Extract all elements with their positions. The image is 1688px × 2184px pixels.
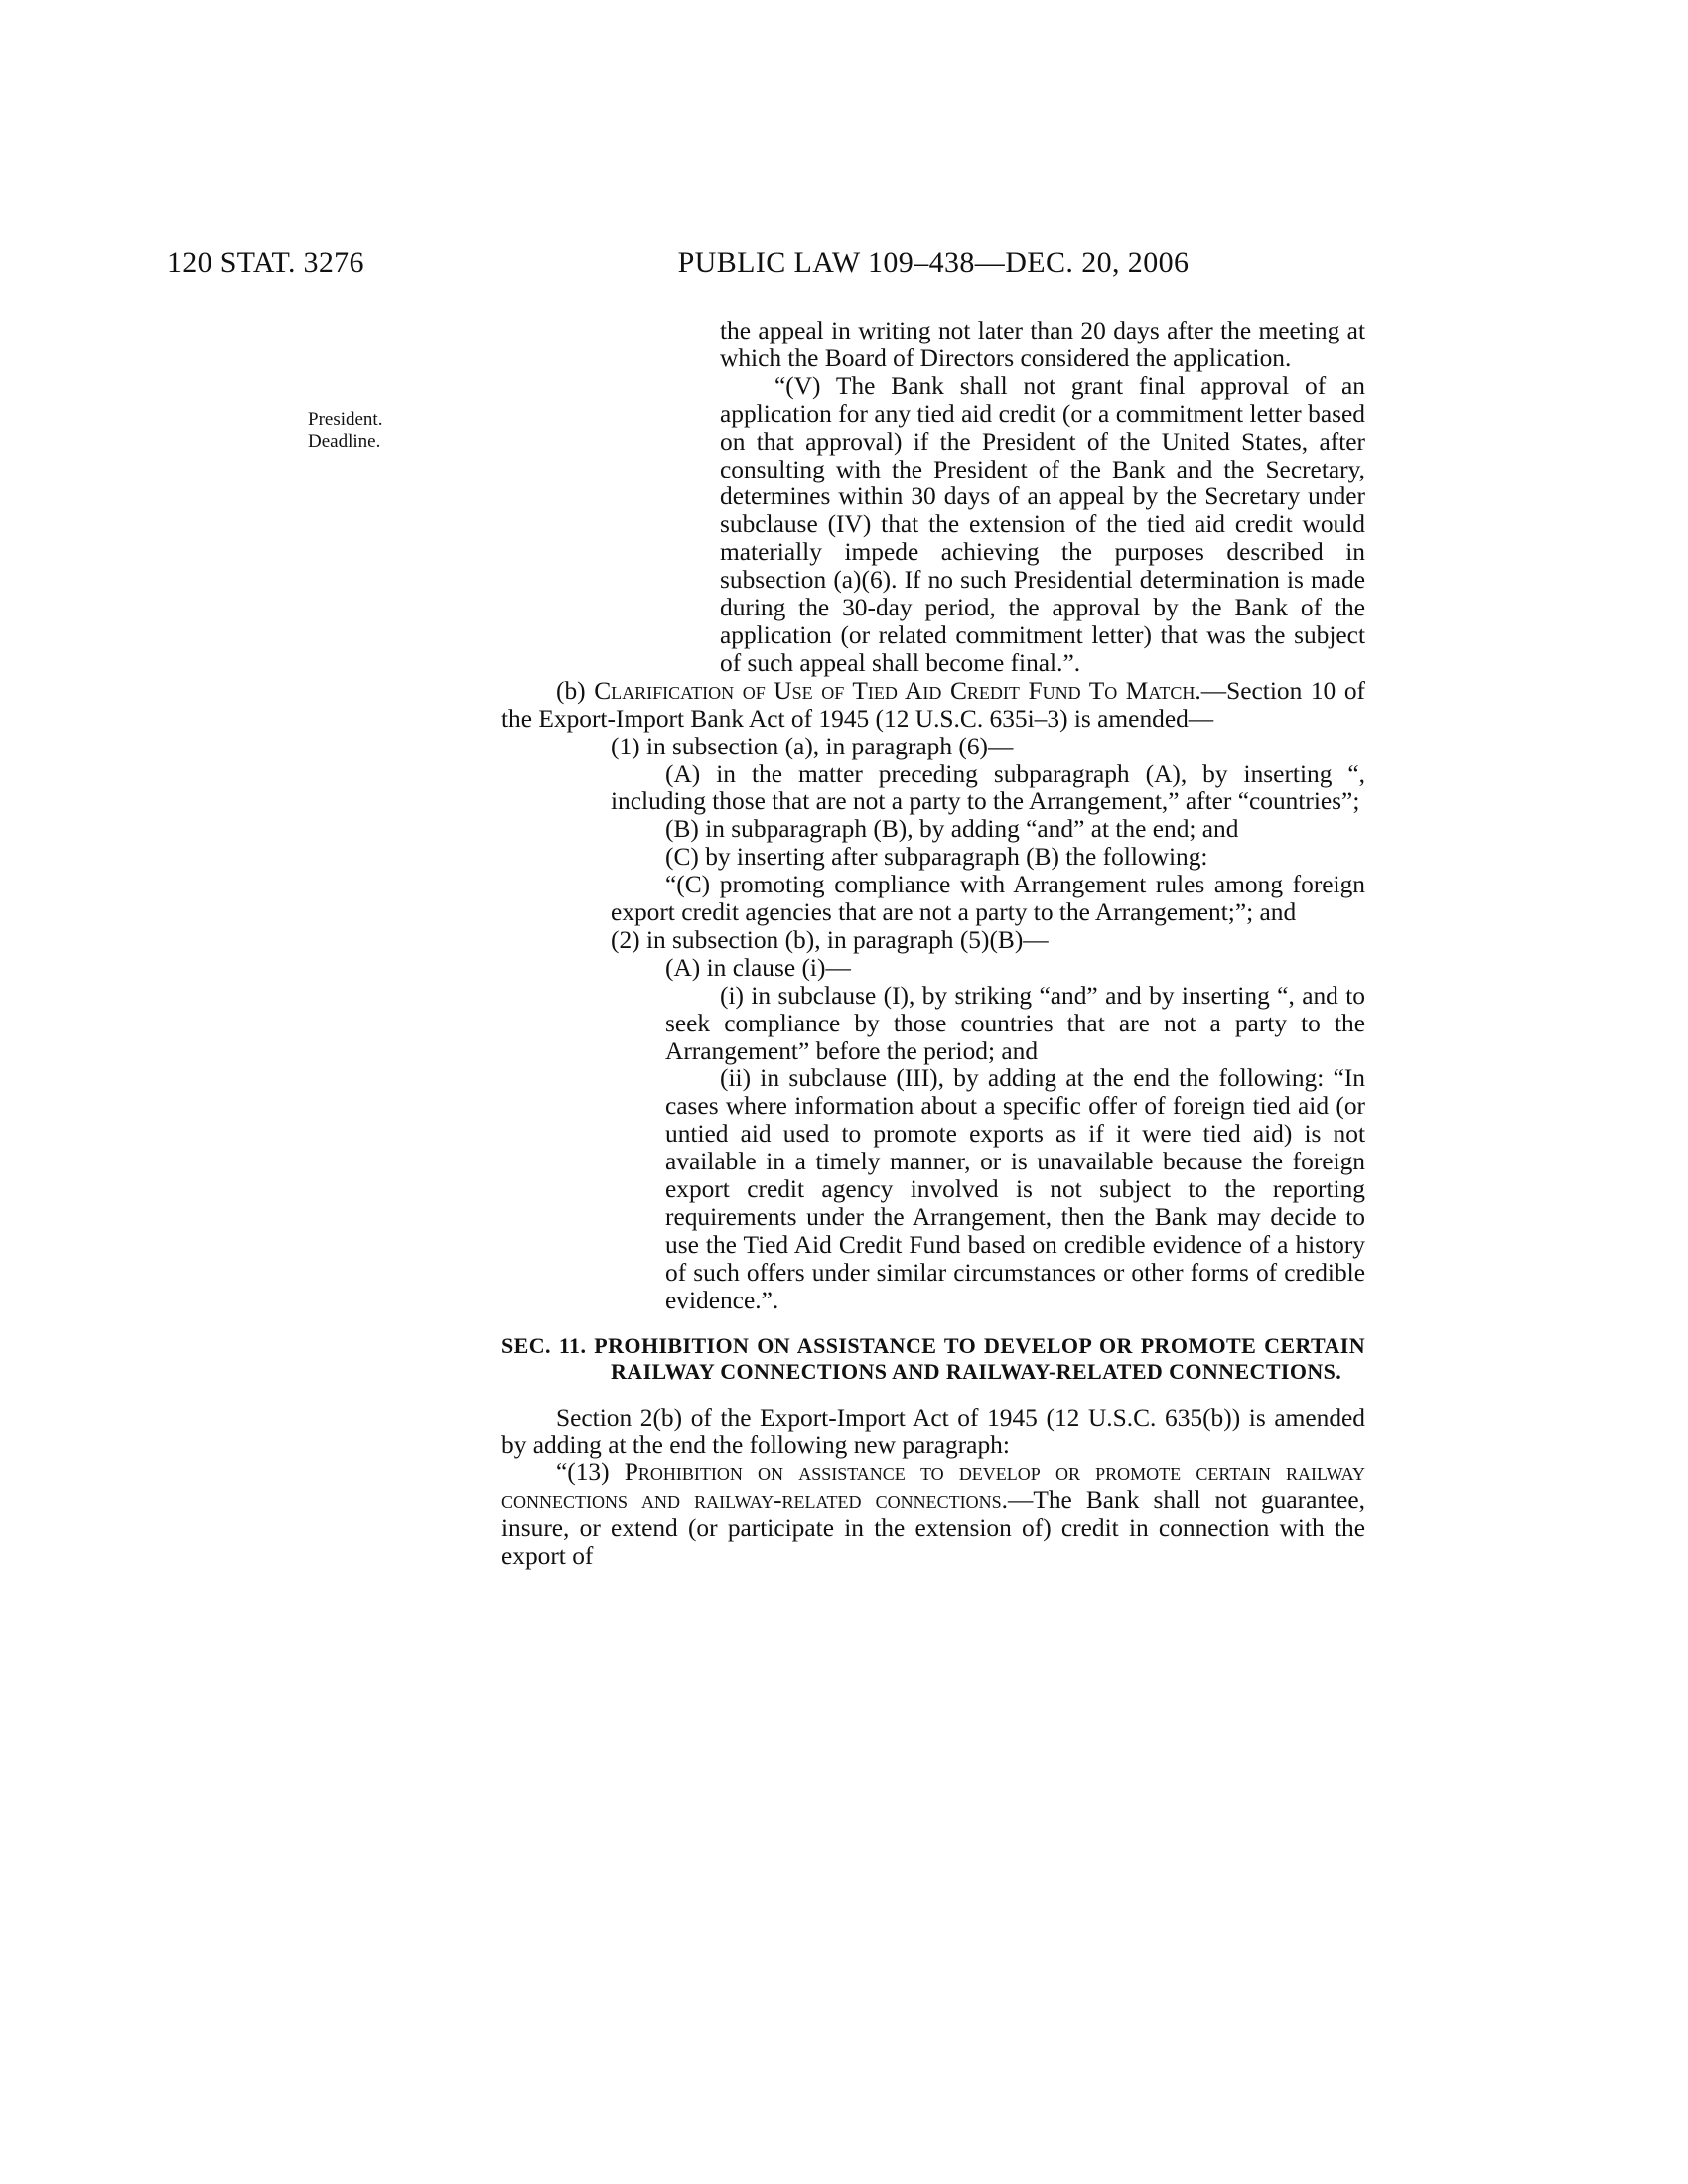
paragraph-continuation: the appeal in writing not later than 20 days after the meeting at which the Board of Directors considered the application. [720, 317, 1365, 372]
paragraph-subclause-v: “(V) The Bank shall not grant final approval of an application for any tied aid credit (or a commitment letter based on that approval) if the President of the United States, after consulting with the President of the Bank and the Secretary, determines within 30 days of an appeal by the Secretary under subclause (IV) that the extension of the tied aid credit would materially impede achieving the purposes described in subsection (a)(6). If no such Presidential determination is made during the 30-day period, the approval by the Bank of the application (or related commitment letter) that was the subject of such appeal shall become final.”. [720, 371, 1365, 677]
paragraph-13-label: “(13) [556, 1458, 610, 1487]
section-11-heading: SEC. 11. PROHIBITION ON ASSISTANCE TO DEVELOP OR PROMOTE CERTAIN RAILWAY CONNECTIONS AND RAILWAY-RELATED CONNECTIONS. [501, 1332, 1365, 1384]
margin-note-president: President. [308, 409, 383, 430]
paragraph-1: (1) in subsection (a), in paragraph (6)— [611, 732, 1014, 760]
clause-i: (i) in subclause (I), by striking “and” and by inserting “, and to seek compliance by those countries that are not a party to the Arrangement” before the period; and [665, 981, 1365, 1065]
body-text [501, 318, 1365, 1570]
page-reference: 120 STAT. 3276 [167, 246, 364, 279]
running-header: PUBLIC LAW 109–438—DEC. 20, 2006 [677, 246, 1190, 279]
paragraph-1b: (B) in subparagraph (B), by adding “and” at the end; and [665, 815, 1239, 844]
quoted-paragraph-c: “(C) promoting compliance with Arrangement rules among foreign export credit agencies that are not a party to the Arrangement;”; and [611, 871, 1365, 927]
paragraph-13-heading: Prohibition on assistance to develop or promote certain railway connections and railway-related connections. [501, 1458, 1365, 1515]
paragraph-13-text: —The Bank shall not guarantee, insure, or extend (or participate in the extension of) credit in connection with the export of [501, 1486, 1365, 1570]
subsection-b-text: —Section 10 of the Export-Import Bank Act of 1945 (12 U.S.C. 635i–3) is amended— [501, 676, 1365, 733]
paragraph-1c: (C) by inserting after subparagraph (B) the following: [665, 843, 1208, 872]
subsection-b-heading: Clarification of Use of Tied Aid Credit Fund To Match. [594, 676, 1201, 705]
clause-ii: (ii) in subclause (III), by adding at the end the following: “In cases where information about a specific offer of foreign tied aid (or untied aid used to promote exports as if it were tied aid) is not available in a timely manner, or is unavailable because the foreign export credit agency involved is not subject to the reporting requirements under the Arrangement, then the Bank may decide to use the Tied Aid Credit Fund based on credible evidence of a history of such offers under similar circumstances or other forms of credible evidence.”. [665, 1064, 1365, 1314]
paragraph-1a: (A) in the matter preceding subparagraph (A), by inserting “, including those that are not a party to the Arrangement,” after “countries”; [611, 759, 1365, 816]
subsection-b-label: (b) [556, 676, 586, 705]
paragraph-13 [501, 1459, 1365, 1570]
paragraph-2a: (A) in clause (i)— [665, 953, 851, 982]
section-11-text: Section 2(b) of the Export-Import Act of 1945 (12 U.S.C. 635(b)) is amended by adding at the end the following new paragraph: [501, 1403, 1365, 1459]
paragraph-2: (2) in subsection (b), in paragraph (5)(B)— [611, 925, 1049, 954]
paragraph-subsection-b [501, 678, 1365, 734]
margin-note-deadline: Deadline. [308, 431, 381, 452]
